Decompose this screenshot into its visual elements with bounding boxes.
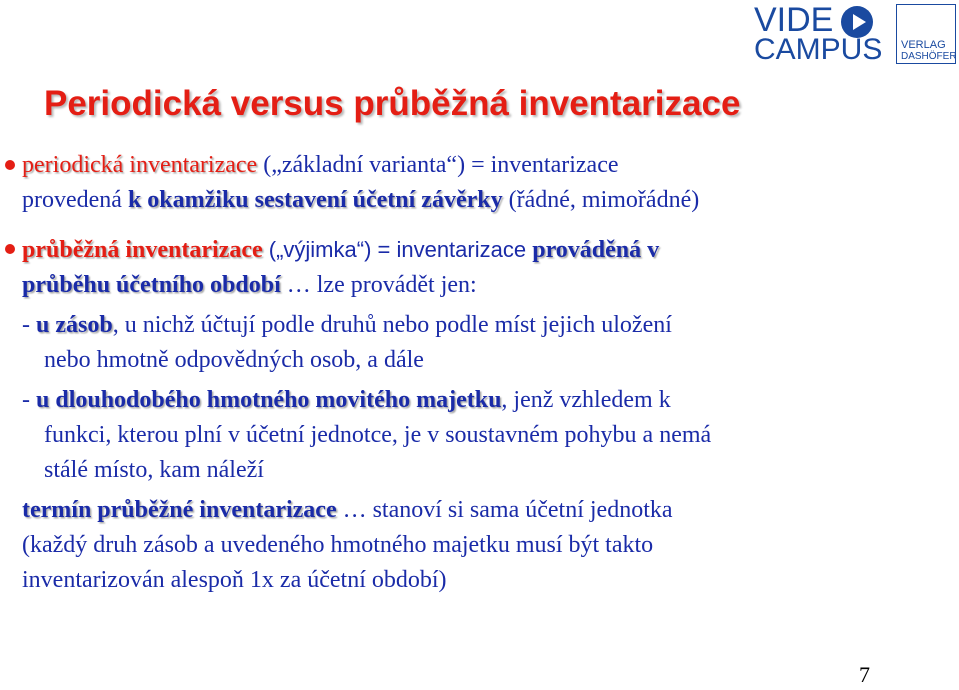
verlag-dashofer-logo [896, 4, 956, 64]
continuous-item-2-line-3 [44, 455, 264, 485]
continuous-line1-bold: prováděná v [532, 237, 660, 263]
item2-dash: - [22, 387, 36, 413]
item2-rest: , jenž vzhledem k [501, 387, 671, 413]
term-bold: termín průběžné inventarizace [22, 497, 337, 523]
continuous-line2-rest: … lze provádět jen: [280, 272, 477, 298]
term-line2: (každý druh zásob a uvedeného hmotného majetku musí být takto [22, 532, 654, 558]
term-line-2 [22, 530, 653, 560]
logo-dashofer-text: DASHÖFER [901, 51, 957, 62]
item1-rest: , u nichž účtují podle druhů nebo podle míst jejich uložení [112, 312, 672, 338]
continuous-line1-mid: („výjimka“) = inventarizace [262, 237, 533, 262]
term-line-3 [22, 565, 447, 595]
periodic-line-2 [22, 185, 699, 215]
periodic-line1-rest: („základní varianta“) = inventarizace [257, 152, 619, 178]
continuous-line2-bold: průběhu účetního období [22, 272, 281, 298]
item1-dash: - [22, 312, 36, 338]
periodic-term: periodická inventarizace [22, 152, 258, 178]
item2-line3: stálé místo, kam náleží [44, 457, 264, 483]
term-line3: inventarizován alespoň 1x za účetní období) [22, 567, 447, 593]
term-rest: … stanoví si sama účetní jednotka [336, 497, 673, 523]
continuous-line-1 [22, 235, 659, 265]
logo-video-text: VIDE [754, 1, 834, 39]
slide-title: Periodická versus průběžná inventarizace [44, 84, 741, 123]
term-line-1 [22, 495, 673, 525]
periodic-line-1 [22, 150, 619, 180]
item2-bold: u dlouhodobého hmotného movitého majetku [36, 387, 502, 413]
periodic-line2-bold: k okamžiku sestavení účetní závěrky [127, 187, 503, 213]
bullet-icon [5, 244, 15, 254]
logo-verlag-text: VERLAG [901, 39, 946, 51]
item1-bold: u zásob [36, 312, 113, 338]
continuous-line-2 [22, 270, 477, 300]
video-campus-logo [752, 1, 884, 66]
logo-campus-text: CAMPUS [754, 33, 883, 66]
continuous-item-2-line-2 [44, 420, 711, 450]
periodic-line2-rest: (řádné, mimořádné) [502, 187, 700, 213]
continuous-item-1-line-2 [44, 345, 424, 375]
continuous-item-2 [22, 385, 671, 415]
periodic-line2-start: provedená [22, 187, 128, 213]
page-number: 7 [859, 662, 870, 687]
bullet-icon [5, 160, 15, 170]
item2-line2: funkci, kterou plní v účetní jednotce, je v soustavném pohybu a nemá [44, 422, 712, 448]
item1-line2: nebo hmotně odpovědných osob, a dále [44, 347, 424, 373]
continuous-term: průběžná inventarizace [22, 237, 263, 263]
continuous-item-1 [22, 310, 672, 340]
